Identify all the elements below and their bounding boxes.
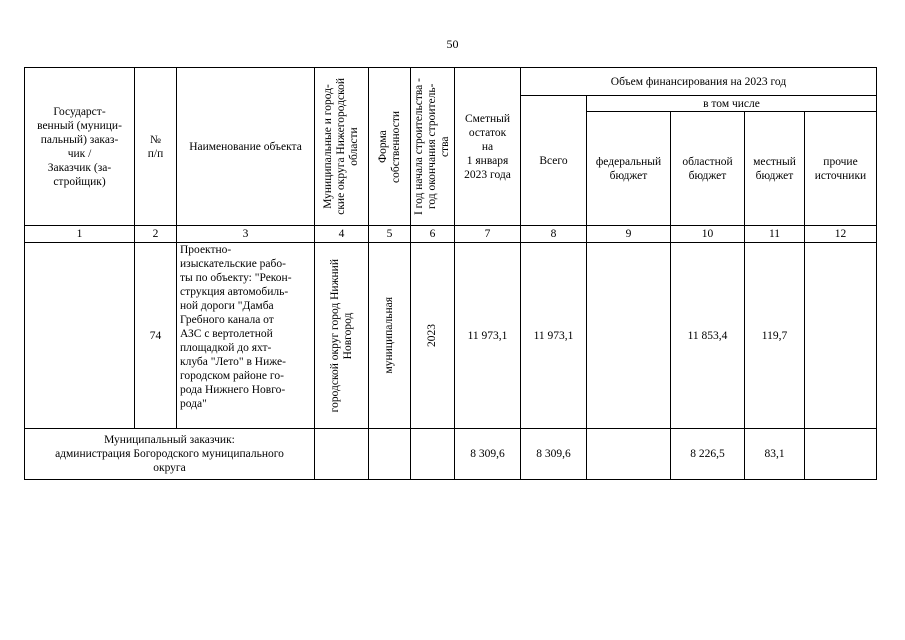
row-num: 74 <box>135 243 177 429</box>
col-number: 10 <box>671 226 745 243</box>
summary-ownership <box>369 429 411 480</box>
page-number: 50 <box>446 37 459 51</box>
row-local: 119,7 <box>745 243 805 429</box>
summary-total: 8 309,6 <box>521 429 587 480</box>
table-row <box>25 243 877 429</box>
row-other <box>805 243 877 429</box>
summary-other <box>805 429 877 480</box>
header-other: прочие источники <box>805 112 877 226</box>
header-regional: областной бюджет <box>671 112 745 226</box>
row-balance: 11 973,1 <box>455 243 521 429</box>
col-number: 11 <box>745 226 805 243</box>
header-object-name: Наименование объекта <box>177 68 315 226</box>
row-ownership: муниципальная <box>369 243 411 429</box>
summary-local: 83,1 <box>745 429 805 480</box>
financing-table <box>24 67 877 480</box>
header-balance: Сметный остаток на 1 января 2023 года <box>455 68 521 226</box>
row-federal <box>587 243 671 429</box>
header-financing: Объем финансирования на 2023 год <box>521 68 877 96</box>
header-num: № п/п <box>135 68 177 226</box>
row-regional: 11 853,4 <box>671 243 745 429</box>
col-number: 5 <box>369 226 411 243</box>
col-number: 2 <box>135 226 177 243</box>
col-number: 6 <box>411 226 455 243</box>
header-federal: федеральный бюджет <box>587 112 671 226</box>
summary-label: Муниципальный заказчик: администрация Богородского муниципального округа <box>25 429 315 480</box>
col-number: 12 <box>805 226 877 243</box>
row-total: 11 973,1 <box>521 243 587 429</box>
col-number: 8 <box>521 226 587 243</box>
summary-regional: 8 226,5 <box>671 429 745 480</box>
header-years: I год начала строительства - год окончания строитель- ства <box>411 68 455 226</box>
summary-row <box>25 429 877 480</box>
header-including: в том числе <box>587 96 877 112</box>
row-object-name: Проектно- изыскательские рабо- ты по объекту: "Рекон- струкция автомобиль- ной дороги "Дамба Гребного канала от АЗС с вертолетной площадкой до яхт- клуба "Лето" в Ниже- городском районе го- рода Нижнего Новго- рода" <box>177 243 315 429</box>
header-total: Всего <box>521 96 587 226</box>
col-number: 3 <box>177 226 315 243</box>
col-number: 1 <box>25 226 135 243</box>
col-number: 7 <box>455 226 521 243</box>
summary-years <box>411 429 455 480</box>
header-municipality: Муниципальные и город- ские округа Нижегородской области <box>315 68 369 226</box>
col-number: 9 <box>587 226 671 243</box>
row-municipality: городской округ город Нижний Новгород <box>315 243 369 429</box>
col-number: 4 <box>315 226 369 243</box>
header-ownership: Форма собственности <box>369 68 411 226</box>
summary-federal <box>587 429 671 480</box>
column-number-row <box>25 226 877 243</box>
row-years: 2023 <box>411 243 455 429</box>
summary-municipality <box>315 429 369 480</box>
summary-balance: 8 309,6 <box>455 429 521 480</box>
row-customer <box>25 243 135 429</box>
header-customer: Государст- венный (муници- пальный) заказ- чик / Заказчик (за- стройщик) <box>25 68 135 226</box>
header-local: местный бюджет <box>745 112 805 226</box>
